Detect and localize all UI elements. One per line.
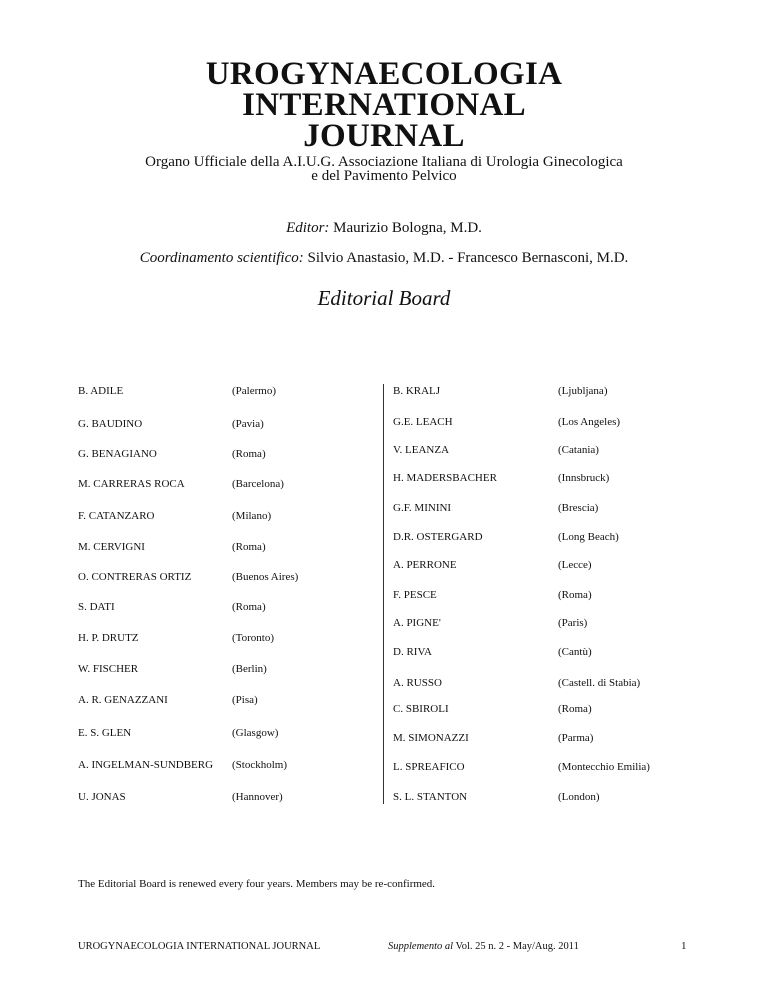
- board-member-name: S. DATI: [78, 601, 115, 613]
- board-member-city: (Barcelona): [232, 478, 284, 490]
- board-member-city: (Toronto): [232, 632, 274, 644]
- board-member-city: (Castell. di Stabia): [558, 677, 641, 689]
- board-member-city: (Roma): [558, 589, 592, 601]
- board-member-name: L. SPREAFICO: [393, 761, 465, 773]
- board-member-city: (Long Beach): [558, 531, 619, 543]
- board-member-city: (Catania): [558, 444, 599, 456]
- board-member-city: (Berlin): [232, 663, 267, 675]
- editor-line: [0, 220, 768, 237]
- board-member-name: B. KRALJ: [393, 385, 441, 397]
- board-member-name: G. BAUDINO: [78, 418, 143, 430]
- footer-issue: Vol. 25 n. 2 - May/Aug. 2011: [455, 941, 579, 952]
- journal-title-line-2: INTERNATIONAL: [242, 87, 526, 123]
- journal-subtitle-line-1: Organo Ufficiale della A.I.U.G. Associazione Italiana di Urologia Ginecologica: [145, 154, 623, 170]
- column-divider: [383, 384, 384, 804]
- board-member-name: O. CONTRERAS ORTIZ: [78, 571, 192, 583]
- journal-subtitle-line-2: e del Pavimento Pelvico: [311, 168, 457, 184]
- coordination-label: Coordinamento scientifico:: [139, 250, 304, 266]
- board-member-city: (Parma): [558, 732, 594, 744]
- board-member-city: (London): [558, 791, 600, 803]
- footer-supplement-label: Supplemento al: [388, 941, 454, 952]
- board-member-name: E. S. GLEN: [78, 727, 132, 739]
- footer-journal-name: UROGYNAECOLOGIA INTERNATIONAL JOURNAL: [78, 941, 321, 952]
- journal-title-line-1: UROGYNAECOLOGIA: [205, 56, 563, 92]
- coordination-names: Silvio Anastasio, M.D. - Francesco Bernasconi, M.D.: [307, 250, 629, 266]
- board-member-city: (Buenos Aires): [232, 571, 299, 583]
- board-member-name: S. L. STANTON: [393, 791, 468, 803]
- board-member-name: V. LEANZA: [393, 444, 450, 456]
- board-member-name: M. CARRERAS ROCA: [78, 478, 185, 490]
- board-member-name: F. PESCE: [393, 589, 437, 601]
- board-member-city: (Montecchio Emilia): [558, 761, 650, 773]
- board-member-city: (Glasgow): [232, 727, 279, 739]
- editor-label: Editor:: [286, 220, 330, 236]
- board-member-name: G.E. LEACH: [393, 416, 453, 428]
- board-member-name: H. P. DRUTZ: [78, 632, 139, 644]
- board-member-name: A. R. GENAZZANI: [78, 694, 168, 706]
- board-member-city: (Hannover): [232, 791, 283, 803]
- board-member-name: A. PIGNE': [393, 617, 441, 629]
- footer-issue-info: [388, 941, 579, 953]
- board-member-name: A. RUSSO: [393, 677, 442, 689]
- board-member-city: (Ljubljana): [558, 385, 608, 397]
- board-member-name: W. FISCHER: [78, 663, 139, 675]
- editor-name: Maurizio Bologna, M.D.: [333, 220, 482, 236]
- board-member-city: (Los Angeles): [558, 416, 621, 428]
- board-member-name: D.R. OSTERGARD: [393, 531, 483, 543]
- board-member-name: D. RIVA: [393, 646, 432, 658]
- board-member-city: (Cantù): [558, 646, 592, 658]
- board-member-name: H. MADERSBACHER: [393, 472, 497, 484]
- board-member-name: G. BENAGIANO: [78, 448, 157, 460]
- editorial-board-heading: Editorial Board: [317, 286, 451, 310]
- board-member-name: A. PERRONE: [393, 559, 457, 571]
- board-member-city: (Roma): [232, 448, 266, 460]
- board-member-name: C. SBIROLI: [393, 703, 449, 715]
- board-member-name: G.F. MININI: [393, 502, 452, 514]
- board-member-name: F. CATANZARO: [78, 510, 155, 522]
- board-member-name: U. JONAS: [78, 791, 126, 803]
- board-member-city: (Roma): [232, 541, 266, 553]
- board-member-name: M. CERVIGNI: [78, 541, 145, 553]
- board-member-name: A. INGELMAN-SUNDBERG: [78, 759, 214, 771]
- board-member-city: (Palermo): [232, 385, 276, 397]
- board-member-city: (Stockholm): [232, 759, 287, 771]
- board-member-city: (Lecce): [558, 559, 592, 571]
- page-number: 1: [681, 940, 687, 952]
- board-member-city: (Brescia): [558, 502, 599, 514]
- journal-title-line-3: JOURNAL: [303, 118, 465, 154]
- board-member-city: (Pavia): [232, 418, 264, 430]
- board-member-city: (Roma): [558, 703, 592, 715]
- board-member-city: (Milano): [232, 510, 272, 522]
- board-member-name: M. SIMONAZZI: [393, 732, 469, 744]
- board-member-city: (Innsbruck): [558, 472, 610, 484]
- coordination-line: [0, 250, 768, 267]
- board-member-city: (Pisa): [232, 694, 258, 706]
- board-member-name: B. ADILE: [78, 385, 124, 397]
- board-renewal-note: The Editorial Board is renewed every four years. Members may be re-confirmed.: [78, 878, 436, 890]
- board-member-city: (Paris): [558, 617, 588, 629]
- board-member-city: (Roma): [232, 601, 266, 613]
